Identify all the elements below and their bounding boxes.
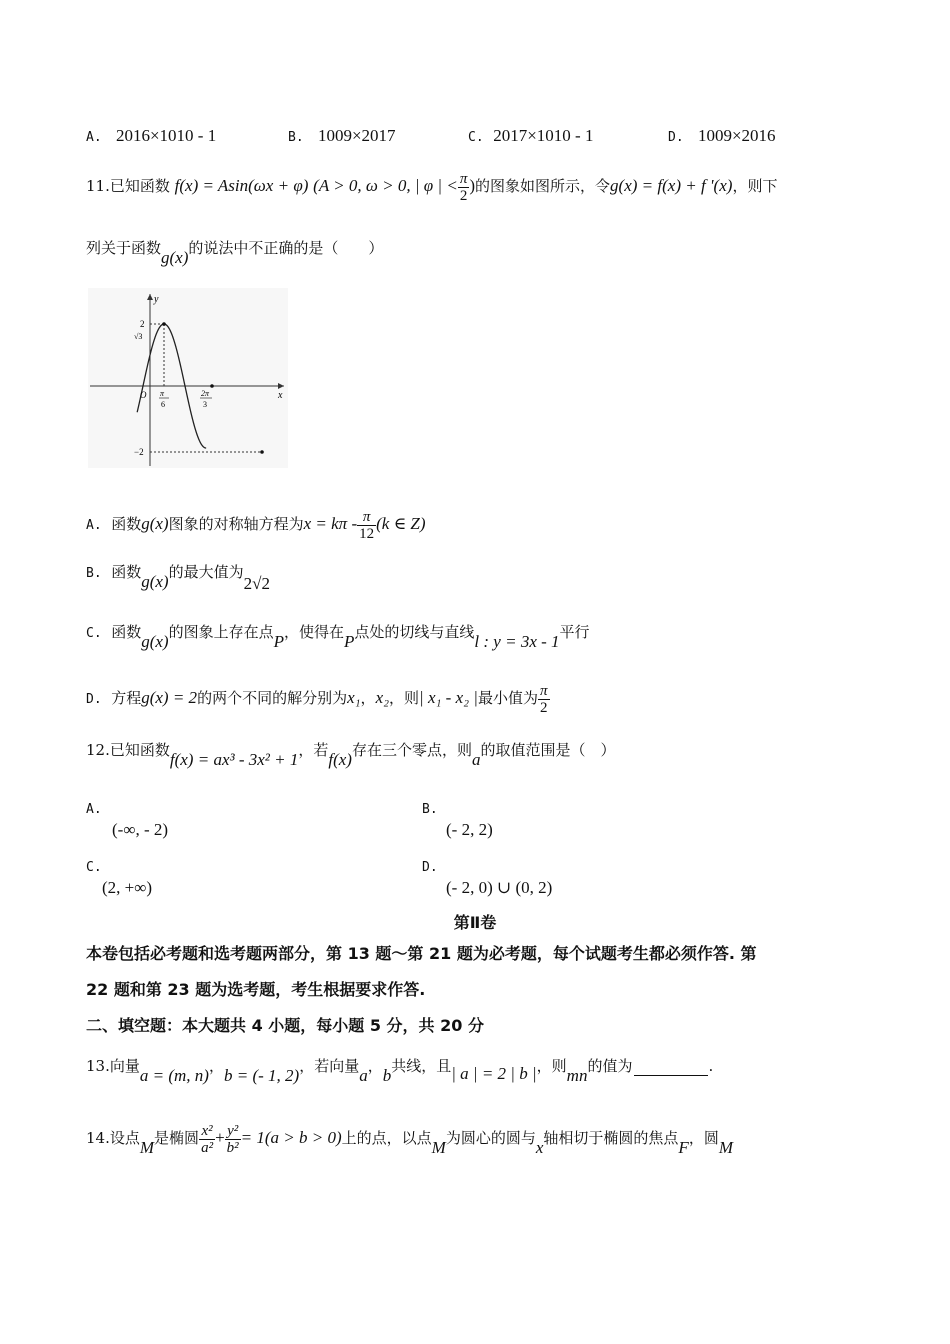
zero-point <box>210 384 214 388</box>
origin-label: O <box>140 390 147 400</box>
q10-option-d: D. 1009×2016 <box>668 126 776 145</box>
q11-frac: $\frac{\pi}{2}$ <box>459 170 468 204</box>
min-point <box>260 450 264 454</box>
q12-option-d: D. (- 2, 0) ∪ (0, 2) <box>422 860 553 897</box>
q11-option-a: A. 函数g(x)图象的对称轴方程为x = kπ - $\frac{\pi}{12}$ (k ∈ Z) <box>86 508 426 542</box>
q10-option-a: A. 2016×1010 - 1 <box>86 126 217 145</box>
q11-option-c: C. 函数g(x)的图象上存在点P，使得在P点处的切线与直线l : y = 3x - 1平行 <box>86 623 590 651</box>
sine-graph <box>88 288 288 468</box>
x-axis-label: x <box>278 390 283 401</box>
max-point <box>162 322 166 326</box>
y-tick-2: 2 <box>140 319 145 329</box>
q12-option-a: A. (-∞, - 2) <box>86 802 169 839</box>
q11-a-frac: $\frac{\pi}{12}$ <box>359 508 375 542</box>
q10-option-c: C. 2017×1010 - 1 <box>468 126 594 145</box>
x-tick-1-den: 6 <box>161 400 165 409</box>
q11-option-b: B. 函数g(x)的最大值为2√2 <box>86 563 270 593</box>
q14-frac-y: $\frac{\text{y²}}{\text{b²}}$ <box>226 1122 239 1156</box>
q14-frac-x: $\frac{\text{x²}}{\text{a²}}$ <box>201 1122 214 1156</box>
graph-background <box>88 288 288 468</box>
y-axis-label: y <box>154 294 159 305</box>
x-tick-1-num: π <box>160 389 165 398</box>
section-title: 第Ⅱ卷 <box>453 913 497 932</box>
q11-d-frac: $\frac{\pi}{2}$ <box>539 682 548 716</box>
q11-option-d: D. 方程g(x) = 2的两个不同的解分别为x₁，x₂，则| x₁ - x₂ |最小值为 $\frac{\pi}{2}$ <box>86 682 548 716</box>
q11-stem-line2: 列关于函数g(x)的说法中不正确的是（ ） <box>86 239 384 267</box>
section-intro-line2: 22 题和第 23 题为选考题，考生根据要求作答. <box>86 980 426 999</box>
q12-option-b: B. (- 2, 2) <box>422 802 493 839</box>
section-intro-line1: 本卷包括必考题和选考题两部分，第 13 题～第 21 题为必考题，每个试题考生都必须作答. 第 <box>86 944 757 963</box>
q10-option-b: B. 1009×2017 <box>288 126 396 145</box>
q13-answer-blank <box>634 1075 708 1076</box>
q12-option-c: C. (2, +∞) <box>86 860 153 897</box>
q13-stem: 13.向量a = (m, n)，b = (- 1, 2)，若向量a，b共线，且| a | = 2 | b |，则mn的值为 . <box>86 1057 714 1085</box>
x-tick-2-den: 3 <box>203 400 207 409</box>
section-heading: 二、填空题：本大题共 4 小题，每小题 5 分，共 20 分 <box>86 1016 484 1035</box>
q14-stem: 14.设点M是椭圆 $\frac{\text{x²}}{\text{a²}}$ + $\frac{\text{y²}}{\text{b²}}$ = 1(a > b > 0)上的点，以点M为圆心的圆与x轴相切于椭圆的焦点F，圆M <box>86 1122 733 1157</box>
y-tick-sqrt3: √3 <box>134 332 143 341</box>
q12-stem: 12.已知函数f(x) = ax³ - 3x² + 1，若f(x)存在三个零点，则a的取值范围是（ ） <box>86 741 616 769</box>
x-tick-2-num: 2π <box>201 389 210 398</box>
y-tick-neg2: −2 <box>134 447 144 457</box>
q11-stem: 11.已知函数 f(x) = Asin(ωx + φ) (A > 0, ω > 0, | φ | < $\frac{\pi}{2}$ )的图象如图所示，令g(x) = f(x) + f '(x)，则下 <box>86 170 778 204</box>
